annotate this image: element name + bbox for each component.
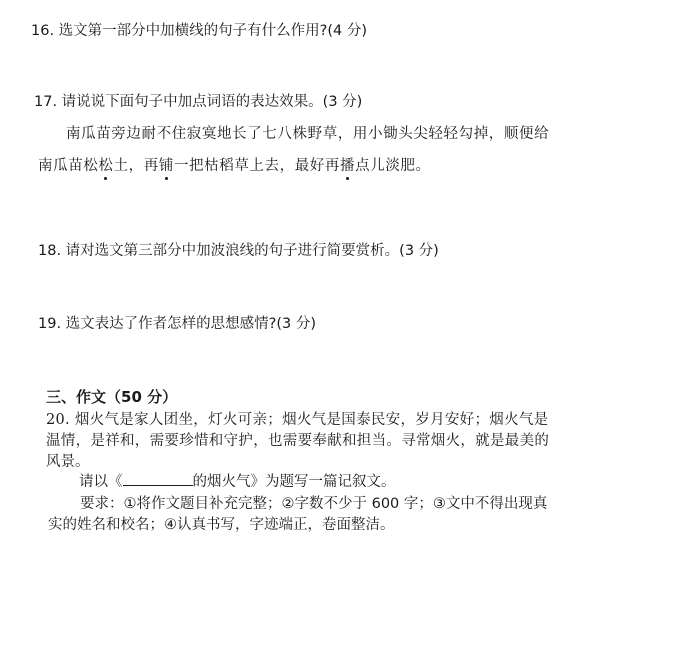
question-17-passage-line-2 [38,157,431,175]
question-20-prompt [79,473,396,491]
passage-text: 土，再 [113,158,159,174]
section-3-title: 三、作文（50 分） [46,388,178,406]
question-17: 17. 请说说下面句子中加点词语的表达效果。(3 分) [34,94,363,110]
prompt-text-end: 的烟火气》为题写一篇记叙文。 [192,474,396,490]
passage-text: 点儿淡肥。 [355,158,431,174]
question-20-line-1: 20. 烟火气是家人团坐，灯火可亲；烟火气是国泰民安，岁月安好；烟火气是 [46,412,549,428]
dotted-word-bo: 播 [340,158,356,174]
question-20-line-3: 风景。 [46,454,90,470]
passage-text: 南瓜苗松 [38,158,99,174]
passage-text: 一把枯稻草上去，最好再 [173,158,341,174]
question-18: 18. 请对选文第三部分中加波浪线的句子进行简要赏析。(3 分) [38,243,439,259]
dotted-word-pu: 铺 [158,158,174,174]
dotted-word-song: 松 [98,158,114,174]
question-16: 16. 选文第一部分中加横线的句子有什么作用?(4 分) [31,23,368,39]
prompt-text-start: 请以《 [79,474,123,490]
question-20-requirements-line-2: 实的姓名和校名；④认真书写，字迹端正，卷面整洁。 [48,517,395,533]
question-17-passage-line-1: 南瓜苗旁边耐不住寂寞地长了七八株野草，用小锄头尖轻轻勾掉，顺便给 [66,126,550,142]
question-20-requirements-line-1: 要求：①将作文题目补充完整；②字数不少于 600 字；③文中不得出现真 [80,496,548,512]
title-blank [123,473,193,486]
question-20-line-2: 温情，是祥和，需要珍惜和守护，也需要奉献和担当。寻常烟火，就是最美的 [46,433,550,449]
question-19: 19. 选文表达了作者怎样的思想感情?(3 分) [38,316,317,332]
